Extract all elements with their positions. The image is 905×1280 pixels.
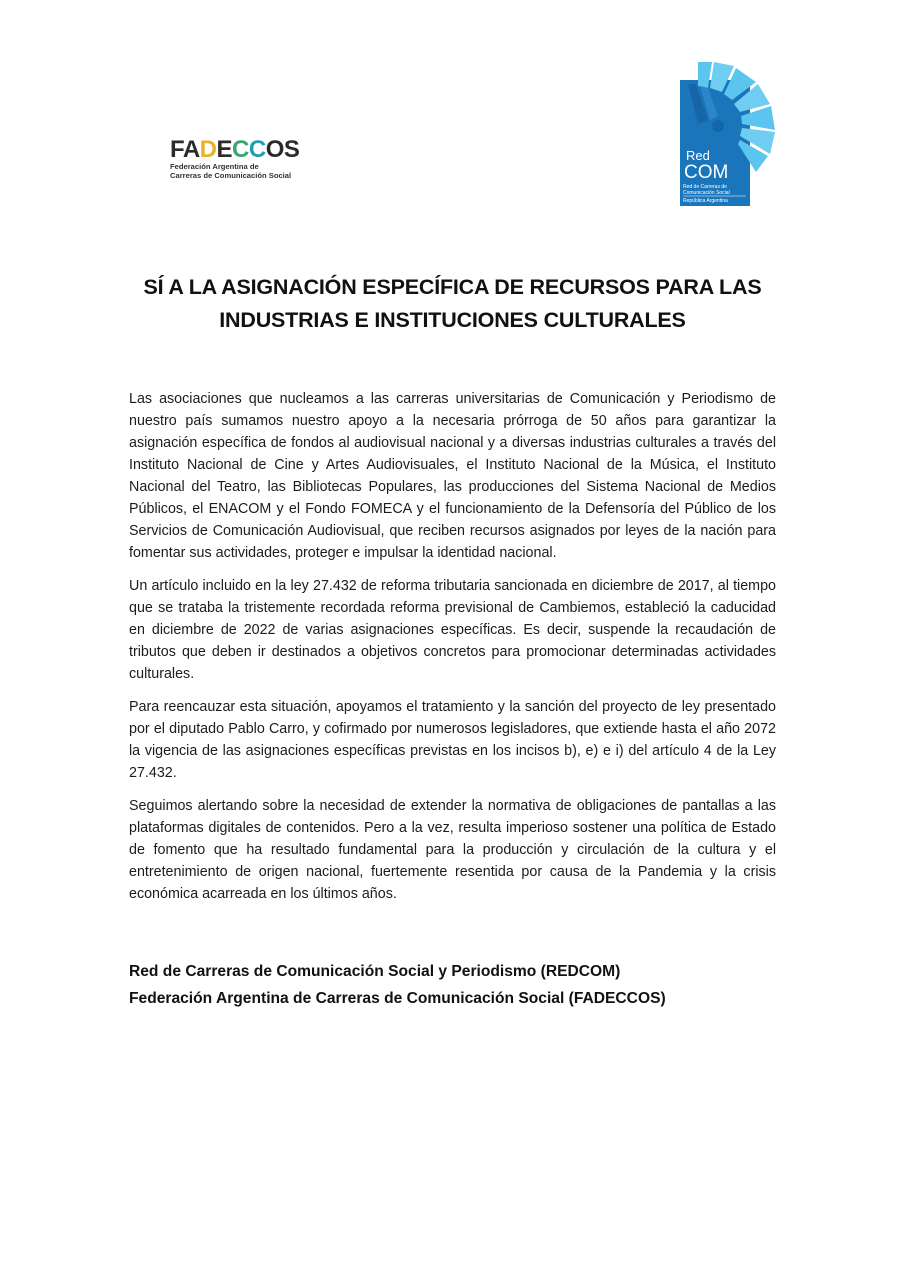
fadeccos-word-part-c2: C xyxy=(248,136,266,163)
redcom-subtitle-line2: Comunicación Social xyxy=(683,190,730,196)
fadeccos-subtitle-line2: Carreras de Comunicación Social xyxy=(170,170,292,180)
signature-block xyxy=(129,958,809,1012)
body-paragraph: Para reencauzar esta situación, apoyamos el tratamiento y la sanción del proyecto de ley presentado por el diputado Pablo Carro, y cofirmado por numerosos legisladores, que extiende hasta el año 2072 la vigencia de las asignaciones específicas previstas en los incisos b), e) e i) del artículo 4 de la Ley 27.432. xyxy=(129,699,776,781)
signature-fadeccos: Federación Argentina de Carreras de Comunicación Social (FADECCOS) xyxy=(129,990,666,1007)
redcom-logo xyxy=(678,60,778,208)
redcom-com-text: COM xyxy=(684,162,729,183)
body-paragraph: Seguimos alertando sobre la necesidad de extender la normativa de obligaciones de pantallas a las plataformas digitales de contenidos. Pero a la vez, resulta imperioso sostener una política de Estado de fomento que ha resultado fundamental para la producción y circulación de la cultura y el entretenimiento de origen nacional, fuertemente resentida por causa de la Pandemia y la crisis económica acarreada en los últimos años. xyxy=(129,798,776,902)
fadeccos-logo xyxy=(170,137,305,182)
fadeccos-subtitle-line1: Federación Argentina de xyxy=(170,162,259,171)
signature-redcom: Red de Carreras de Comunicación Social y Periodismo (REDCOM) xyxy=(129,963,621,980)
body-paragraph: Las asociaciones que nucleamos a las carreras universitarias de Comunicación y Periodismo de nuestro país sumamos nuestro apoyo a la necesaria prórroga de 50 años para garantizar la asignación específica de fondos al audiovisual nacional y a diversas industrias culturales a través del Instituto Nacional de Cine y Artes Audiovisuales, el Instituto Nacional de la Música, el Instituto Nacional del Teatro, las Bibliotecas Populares, las producciones del Sistema Nacional de Medios Públicos, el ENACOM y el Fondo FOMECA y el funcionamiento de la Defensoría del Público de los Servicios de Comunicación Audiovisual, que reciben recursos asignados por leyes de la nación para fomentar sus actividades, proteger e impulsar la identidad nacional. xyxy=(129,391,776,561)
body-paragraph: Un artículo incluido en la ley 27.432 de reforma tributaria sancionada en diciembre de 2017, al tiempo que se trataba la tristemente recordada reforma previsional de Cambiemos, estableció la caducidad en diciembre de 2022 de varias asignaciones específicas. Es decir, suspende la recaudación de tributos que deben ir destinados a objetivos concretos para promocionar determinadas actividades culturales. xyxy=(129,578,776,682)
redcom-subtitle-line3: República Argentina xyxy=(683,198,728,204)
document-title xyxy=(100,271,805,337)
fadeccos-word-part-d: D xyxy=(199,136,217,163)
redcom-subtitle-line1: Red de Carreras de xyxy=(683,184,727,190)
document-title-line1: SÍ A LA ASIGNACIÓN ESPECÍFICA DE RECURSOS PARA LAS xyxy=(143,275,762,299)
redcom-red-text: Red xyxy=(686,148,710,163)
redcom-fan-hub xyxy=(712,120,724,132)
document-body xyxy=(129,388,776,916)
fadeccos-word-part-s: S xyxy=(283,136,300,163)
fadeccos-wordmark xyxy=(170,137,305,163)
fadeccos-word-part-fa: FA xyxy=(170,136,200,163)
document-title-line2: INDUSTRIAS E INSTITUCIONES CULTURALES xyxy=(219,308,686,332)
fadeccos-word-part-e: E xyxy=(216,136,233,163)
fadeccos-word-part-c1: C xyxy=(232,136,249,163)
redcom-logo-graphic xyxy=(678,60,778,208)
fadeccos-word-part-o: O xyxy=(265,136,284,163)
